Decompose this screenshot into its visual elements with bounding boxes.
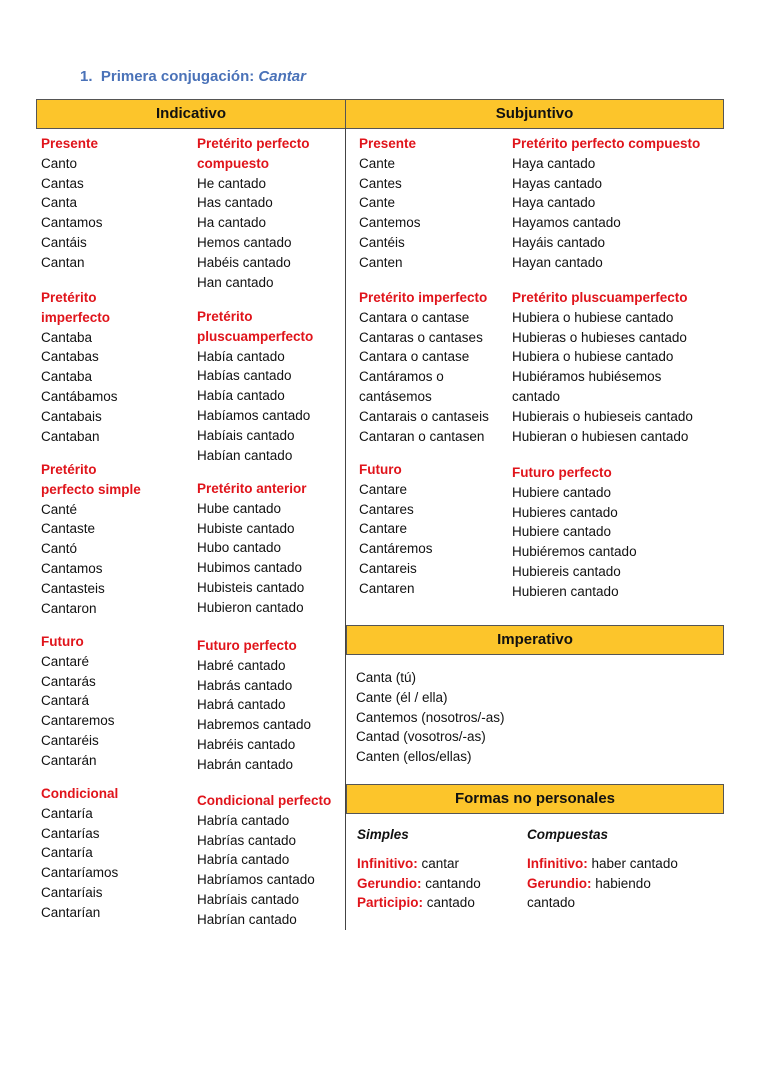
formas-compuestas [527, 825, 678, 913]
ind-anterior [197, 479, 307, 618]
conjugated-form: Hubiera o hubiese cantado [512, 309, 674, 325]
conjugated-form: Hubiere cantado [512, 484, 612, 500]
imperativo-header: Imperativo [346, 625, 724, 655]
conjugated-form: Habrían cantado [197, 911, 297, 927]
conjugated-form: Habríamos cantado [197, 872, 315, 888]
conjugated-form: Cantaron [41, 600, 97, 616]
sub-pluscuamperfecto [512, 288, 693, 446]
tense-title: perfecto simple [41, 481, 141, 497]
conjugated-form: Cantaré [41, 653, 90, 669]
conjugated-form: Canten [359, 254, 403, 270]
imperativo-item: Canten (ellos/ellas) [356, 749, 472, 765]
tense-title: Presente [359, 136, 417, 151]
tense-title: Pretérito anterior [197, 481, 307, 496]
conjugated-form: Cantaba [41, 369, 93, 385]
conjugated-form: Habíamos cantado [197, 407, 311, 423]
tense-title: Condicional [41, 786, 119, 801]
sub-futuro [359, 460, 433, 599]
conjugated-form: Cantáis [41, 234, 87, 250]
conjugated-form: He cantado [197, 175, 267, 191]
conjugated-form: Hubieren cantado [512, 583, 619, 599]
conjugated-form: Cantaría [41, 845, 93, 861]
conjugated-form: Cantas [41, 175, 84, 191]
participio-value: cantado [426, 895, 475, 911]
gerundio-label: Gerundio: [527, 875, 592, 891]
conjugated-form: Hubieran o hubiesen cantado [512, 428, 689, 444]
imperativo-list [356, 668, 505, 767]
sub-presente [359, 134, 421, 273]
conjugated-form: Ha cantado [197, 215, 267, 231]
conjugated-form: Canté [41, 501, 78, 517]
gerundio-value: habiendo [595, 875, 651, 891]
conjugated-form: Hubiste cantado [197, 520, 295, 536]
conjugated-form: Cantarán [41, 752, 97, 768]
conjugated-form: Habríais cantado [197, 891, 300, 907]
conjugated-form: Había cantado [197, 388, 285, 404]
tense-title: Pretérito perfecto compuesto [512, 136, 701, 151]
conjugated-form: Habría cantado [197, 852, 290, 868]
tense-title: compuesto [197, 155, 270, 171]
conjugated-form: Habíais cantado [197, 427, 295, 443]
conjugated-form: Cantareis [359, 560, 417, 576]
participio-label: Participio: [357, 895, 424, 911]
conjugated-form: Cantó [41, 541, 78, 557]
conjugated-form: Cantarás [41, 673, 96, 689]
conjugated-form: Cantamos [41, 215, 103, 231]
conjugated-form: Cantan [41, 254, 85, 270]
formas-header: Formas no personales [346, 784, 724, 814]
conjugated-form: Hubisteis cantado [197, 579, 305, 595]
conjugated-form: Hubieres cantado [512, 504, 618, 520]
imperativo-item: Canta (tú) [356, 670, 417, 685]
conjugated-form: Cantaras o cantases [359, 329, 483, 345]
conjugated-form: Cante [359, 155, 396, 171]
conjugated-form: cantásemos [359, 388, 432, 404]
conjugated-form: Cantabais [41, 408, 102, 424]
tense-title: Futuro perfecto [197, 638, 297, 653]
conjugated-form: Cantáramos o [359, 369, 444, 385]
conjugated-form: Cantará [41, 693, 90, 709]
gerundio-label: Gerundio: [357, 875, 422, 891]
conjugated-form: Habrás cantado [197, 677, 293, 693]
conjugated-form: Cantaríais [41, 884, 103, 900]
sub-perfecto-compuesto [512, 134, 700, 273]
conjugated-form: Cantaría [41, 805, 93, 821]
conjugated-form: Cantaréis [41, 732, 99, 748]
conjugated-form: Hubieras o hubieses cantado [512, 329, 687, 345]
conjugated-form: Haya cantado [512, 155, 596, 171]
conjugated-form: Hubiéremos cantado [512, 544, 637, 560]
conjugated-form: Cantara o cantase [359, 309, 470, 325]
ind-presente [41, 134, 103, 273]
conjugated-form: Hube cantado [197, 500, 282, 516]
conjugated-form: Habréis cantado [197, 736, 296, 752]
conjugated-form: Cantarían [41, 904, 101, 920]
ind-futuro [41, 632, 115, 771]
formas-simples [357, 825, 481, 913]
page-title: 1. Primera conjugación: Cantar [80, 68, 306, 85]
gerundio-value-cont: cantado [527, 895, 576, 911]
conjugated-form: Habremos cantado [197, 717, 312, 733]
conjugated-form: Hemos cantado [197, 234, 292, 250]
indicativo-header: Indicativo [36, 99, 346, 129]
infinitivo-label: Infinitivo: [527, 855, 588, 871]
sub-imperfecto [359, 288, 489, 446]
ind-futuro-perfecto [197, 636, 311, 775]
tense-title: Pretérito imperfecto [359, 290, 488, 305]
conjugated-form: Cantaba [41, 329, 93, 345]
conjugated-form: Hayamos cantado [512, 215, 621, 231]
ind-imperfecto [41, 288, 118, 446]
ind-perfecto-compuesto [197, 134, 310, 292]
conjugated-form: Canta [41, 195, 78, 211]
conjugated-form: Hayáis cantado [512, 234, 606, 250]
tense-title: Futuro [359, 462, 402, 477]
conjugated-form: Hubimos cantado [197, 560, 303, 576]
ind-condicional [41, 784, 118, 923]
conjugated-form: Has cantado [197, 195, 273, 211]
tense-title: Futuro perfecto [512, 465, 612, 480]
conjugated-form: Cantarías [41, 825, 100, 841]
conjugated-form: Hubiere cantado [512, 524, 612, 540]
conjugated-form: Hubo cantado [197, 540, 282, 556]
ind-condicional-perfecto [197, 791, 331, 930]
sub-futuro-perfecto [512, 463, 637, 602]
conjugated-form: Cantaban [41, 428, 100, 444]
conjugated-form: cantado [512, 388, 561, 404]
conjugated-form: Cantaríamos [41, 865, 119, 881]
conjugated-form: Cantemos [359, 215, 421, 231]
conjugated-form: Cantábamos [41, 388, 118, 404]
conjugated-form: Cantaran o cantasen [359, 428, 485, 444]
ind-perfecto-simple [41, 460, 141, 618]
conjugated-form: Cantara o cantase [359, 349, 470, 365]
tense-title: Pretérito [41, 462, 97, 477]
conjugated-form: Hubierais o hubieseis cantado [512, 408, 693, 424]
infinitivo-value: cantar [421, 855, 460, 871]
conjugated-form: Habrán cantado [197, 756, 294, 772]
conjugated-form: Cantares [359, 501, 414, 517]
conjugated-form: Cantéis [359, 234, 405, 250]
compuestas-label: Compuestas [527, 827, 609, 842]
conjugated-form: Hubieron cantado [197, 599, 304, 615]
tense-title: Pretérito [41, 290, 97, 305]
conjugated-form: Hubiereis cantado [512, 563, 621, 579]
conjugated-form: Habéis cantado [197, 254, 291, 270]
tense-title: pluscuamperfecto [197, 328, 314, 344]
infinitivo-value: haber cantado [591, 855, 678, 871]
tense-title: Futuro [41, 634, 84, 649]
conjugated-form: Habías cantado [197, 368, 292, 384]
conjugated-form: Hayan cantado [512, 254, 603, 270]
simples-label: Simples [357, 827, 409, 842]
column-divider [345, 128, 346, 930]
tense-title: imperfecto [41, 309, 111, 325]
tense-title: Pretérito perfecto [197, 136, 310, 151]
conjugated-form: Cantabas [41, 349, 99, 365]
conjugated-form: Cantaren [359, 580, 415, 596]
conjugated-form: Hubiera o hubiese cantado [512, 349, 674, 365]
conjugated-form: Habrá cantado [197, 697, 286, 713]
conjugated-form: Habría cantado [197, 812, 290, 828]
tense-title: Pretérito pluscuamperfecto [512, 290, 688, 305]
conjugated-form: Había cantado [197, 348, 285, 364]
conjugated-form: Cantaste [41, 521, 96, 537]
ind-pluscuamperfecto [197, 307, 313, 465]
conjugated-form: Cantaremos [41, 713, 115, 729]
conjugated-form: Cante [359, 195, 396, 211]
conjugated-form: Han cantado [197, 274, 274, 290]
conjugated-form: Hayas cantado [512, 175, 603, 191]
conjugated-form: Cantamos [41, 560, 103, 576]
infinitivo-label: Infinitivo: [357, 855, 418, 871]
imperativo-item: Cantemos (nosotros/-as) [356, 709, 505, 725]
conjugated-form: Cantare [359, 521, 408, 537]
conjugated-form: Hubiéramos hubiésemos [512, 369, 662, 385]
conjugated-form: Canto [41, 155, 78, 171]
tense-title: Condicional perfecto [197, 793, 332, 808]
subjuntivo-header: Subjuntivo [345, 99, 724, 129]
tense-title: Presente [41, 136, 99, 151]
conjugated-form: Cantes [359, 175, 402, 191]
conjugated-form: Habrías cantado [197, 832, 297, 848]
imperativo-item: Cantad (vosotros/-as) [356, 729, 486, 745]
conjugated-form: Cantare [359, 481, 408, 497]
conjugated-form: Cantáremos [359, 541, 433, 557]
gerundio-value: cantando [425, 875, 481, 891]
imperativo-item: Cante (él / ella) [356, 689, 448, 705]
conjugated-form: Cantarais o cantaseis [359, 408, 489, 424]
conjugated-form: Habré cantado [197, 657, 286, 673]
conjugated-form: Haya cantado [512, 195, 596, 211]
conjugated-form: Cantasteis [41, 580, 105, 596]
tense-title: Pretérito [197, 309, 253, 324]
conjugated-form: Habían cantado [197, 447, 293, 463]
